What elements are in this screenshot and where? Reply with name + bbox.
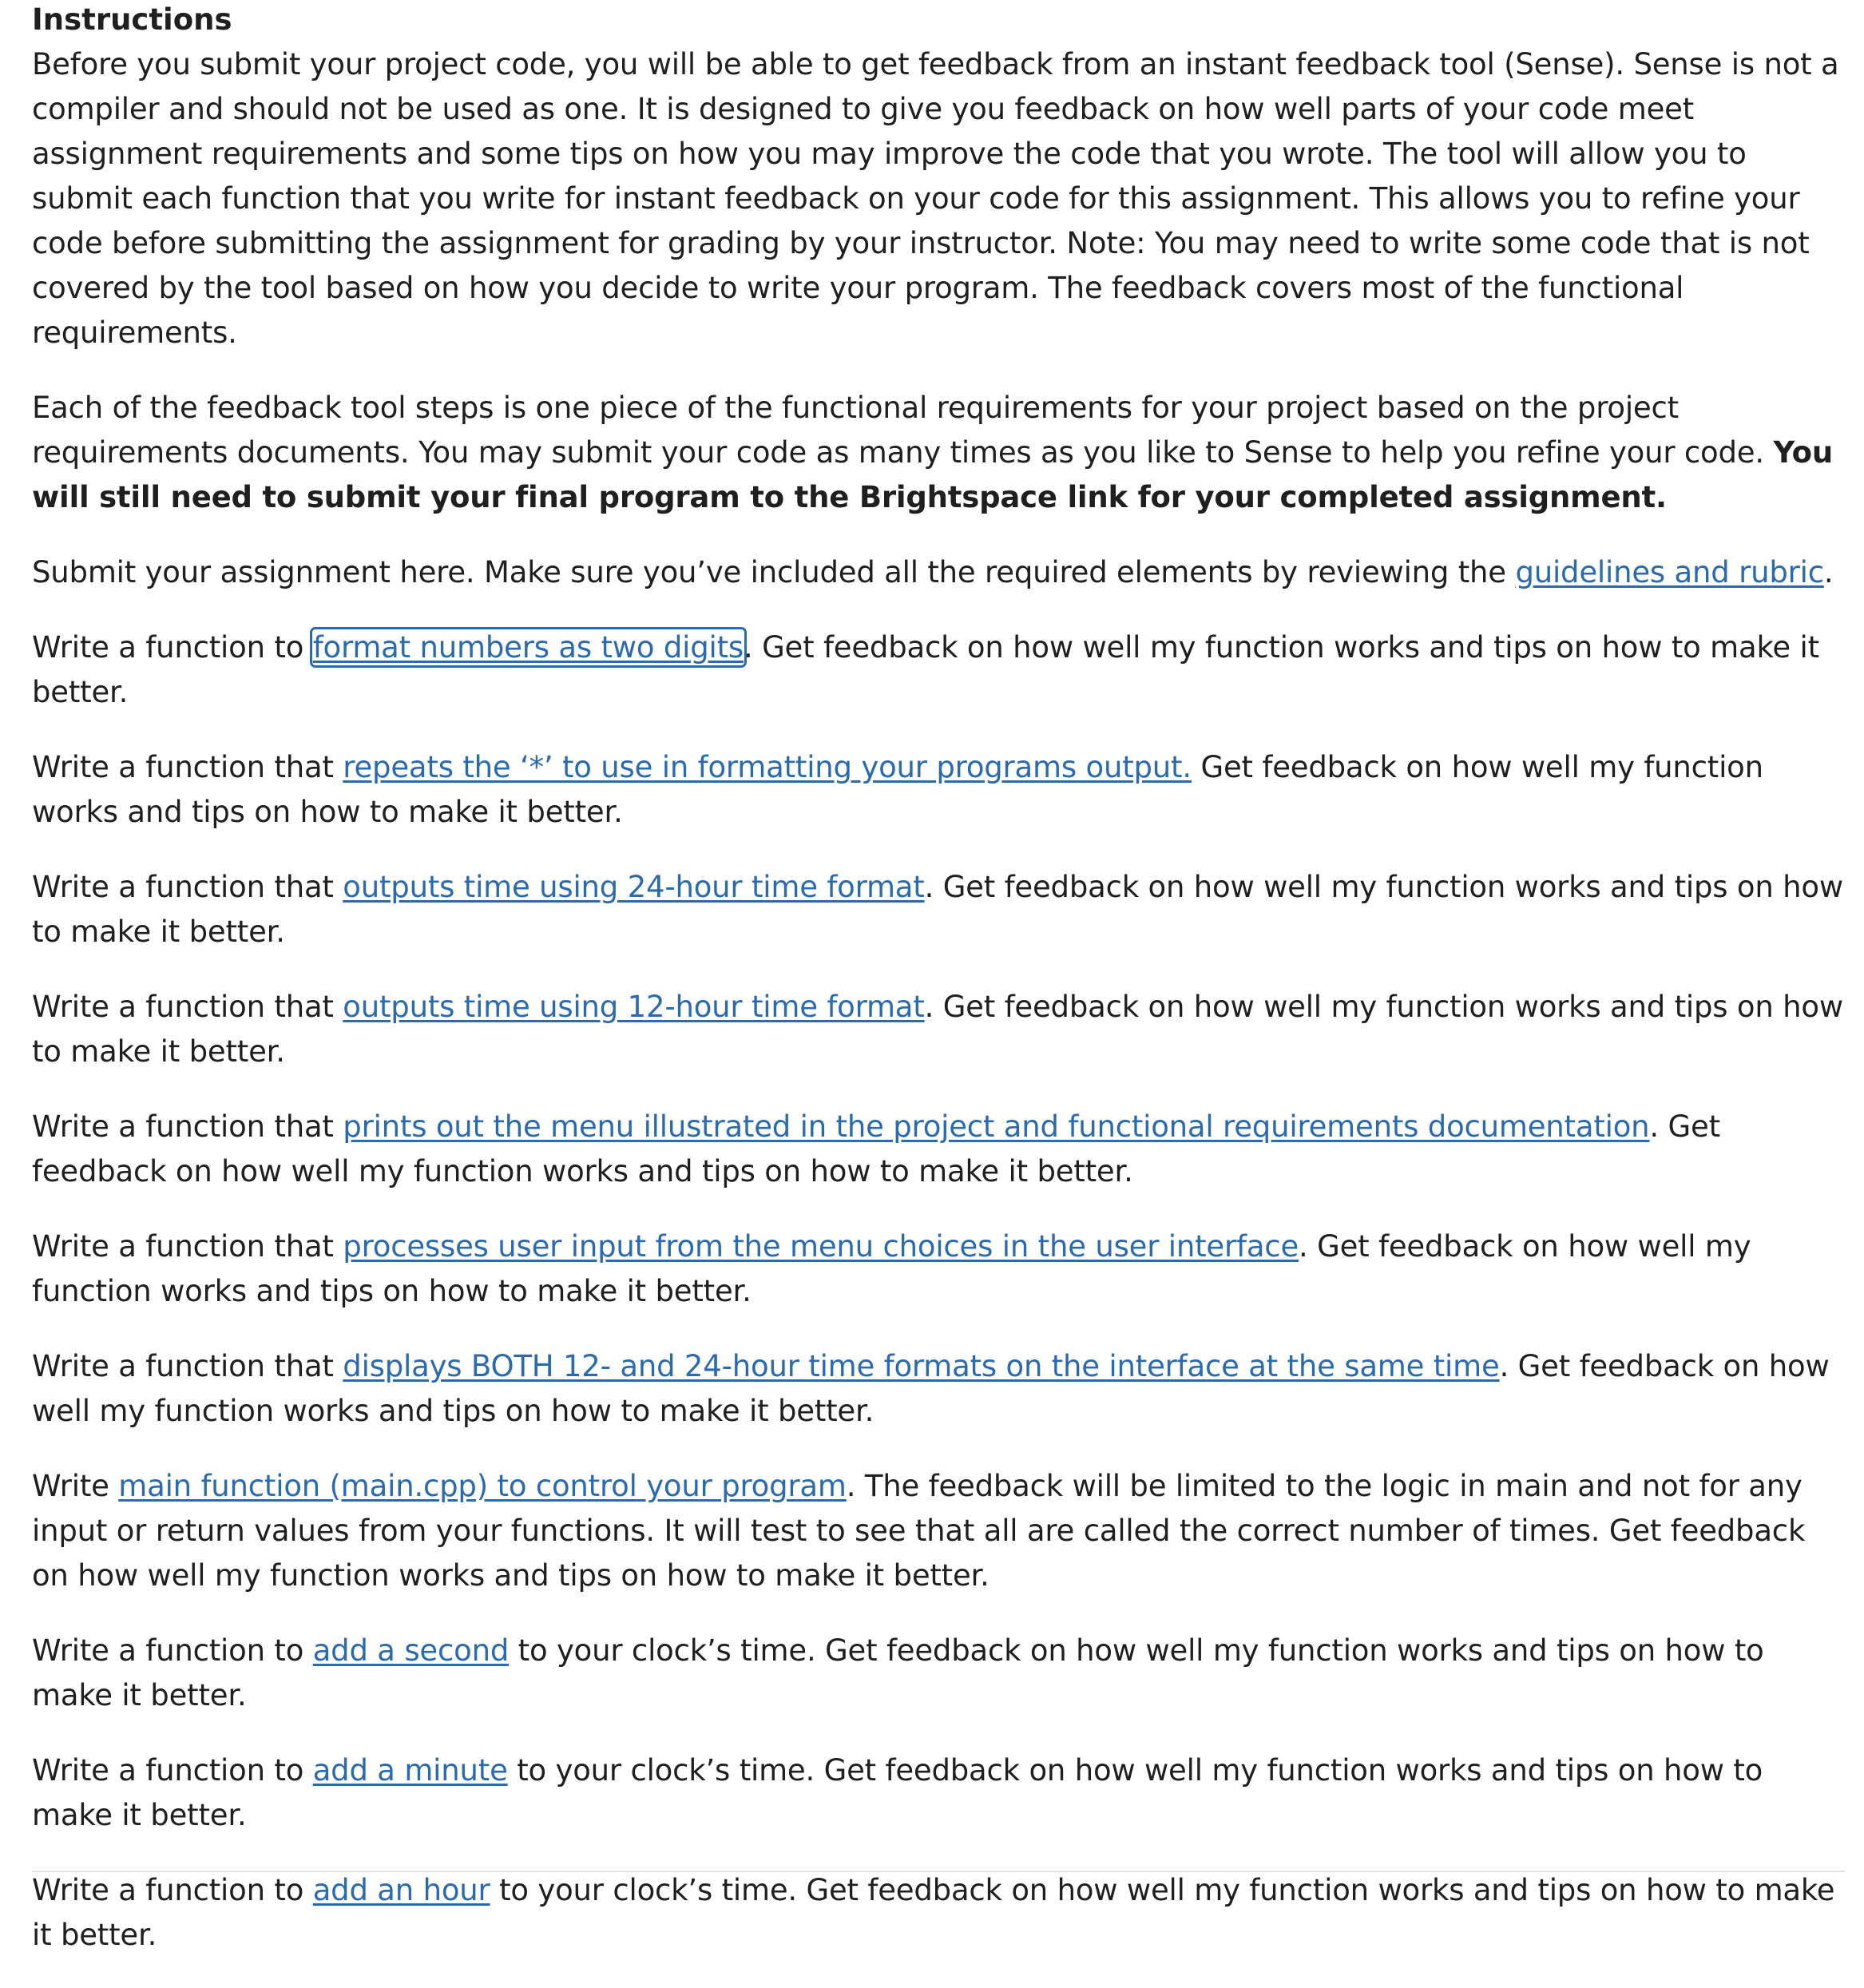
task-process-input [32, 1224, 1845, 1314]
task-add-second [32, 1629, 1845, 1718]
submit-paragraph [32, 550, 1845, 595]
task-text: Write [32, 1469, 119, 1503]
repeat-star-link[interactable]: repeats the ‘*’ to use in formatting your programs output. [343, 750, 1192, 784]
main-function-link[interactable]: main function (main.cpp) to control your program [118, 1469, 847, 1503]
task-text-end: . Get feedback on how well my function works and tips on how to make it better. [32, 1229, 1751, 1308]
task-text: Write a function that [32, 870, 343, 904]
task-text-end: . The feedback will be limited to the logic in main and not for any input or return values from your functions. It will test to see that all are called the correct number of times. Get feedback on how well my function works and tips on how to make it better. [32, 1469, 1806, 1593]
task-add-minute [32, 1748, 1845, 1838]
task-text: Write a function to [32, 1753, 313, 1788]
task-text-end: to your clock’s time. Get feedback on how well my function works and tips on how to make it better. [32, 1633, 1764, 1712]
task-text: Write a function that [32, 1349, 343, 1383]
instructions-content [32, 0, 1845, 1988]
submit-text: Submit your assignment here. Make sure you’ve included all the required elements by reviewing the [32, 555, 1516, 589]
process-input-link[interactable]: processes user input from the menu choices in the user interface [343, 1229, 1299, 1264]
task-print-menu [32, 1105, 1845, 1194]
task-text: Write a function that [32, 990, 343, 1024]
steps-paragraph [32, 386, 1845, 520]
task-text-end: to your clock’s time. Get feedback on how well my function works and tips on how to make it better. [32, 1873, 1835, 1952]
format-two-digits-link[interactable]: format numbers as two digits [312, 630, 744, 665]
bottom-divider [32, 1871, 1845, 1872]
task-repeat-star [32, 745, 1845, 835]
task-text-end: Get feedback on how well my function works and tips on how to make it better. [32, 750, 1763, 829]
time-12-hour-link[interactable]: outputs time using 12-hour time format [343, 990, 925, 1024]
print-menu-link[interactable]: prints out the menu illustrated in the project and functional requirements documentation [343, 1109, 1650, 1144]
time-24-hour-link[interactable]: outputs time using 24-hour time format [343, 870, 925, 904]
task-text: Write a function that [32, 750, 343, 784]
task-add-hour [32, 1868, 1845, 1958]
task-text: Write a function to [32, 1873, 313, 1907]
add-minute-link[interactable]: add a minute [312, 1753, 508, 1788]
task-text: Write a function to [32, 630, 313, 665]
task-text: Write a function that [32, 1229, 343, 1264]
task-display-both [32, 1344, 1845, 1434]
display-both-formats-link[interactable]: displays BOTH 12- and 24-hour time formats on the interface at the same time [343, 1349, 1500, 1383]
task-text-end: . Get feedback on how well my function works and tips on how to make it better. [32, 630, 1819, 709]
instructions-heading: Instructions [32, 2, 232, 37]
task-text: Write a function that [32, 1109, 343, 1144]
task-text-end: . Get feedback on how well my function works and tips on how to make it better. [32, 990, 1843, 1069]
task-main-function [32, 1464, 1845, 1598]
task-24-hour [32, 865, 1845, 954]
task-12-hour [32, 985, 1845, 1074]
intro-paragraph [32, 42, 1845, 355]
submit-text-end: . [1823, 555, 1834, 589]
task-format-two-digits [32, 625, 1845, 715]
intro-text: Before you submit your project code, you will be able to get feedback from an instant feedback tool (Sense). Sense is not a compiler and should not be used as one. It is designed to give you feedback on how well parts of your code meet assignment requirements and some tips on how you may improve the code that you wrote. The tool will allow you to submit each function that you write for instant feedback on your code for this assignment. This allows you to refine your code before submitting the assignment for grading by your instructor. Note: You may need to write some code that is not covered by the tool based on how you decide to write your program. The feedback covers most of the functional requirements. [32, 47, 1839, 350]
steps-text: Each of the feedback tool steps is one piece of the functional requirements for your project based on the project requirements documents. You may submit your code as many times as you like to Sense to help you refine your code. [32, 391, 1774, 470]
task-text-end: . Get feedback on how well my function works and tips on how to make it better. [32, 1349, 1830, 1428]
steps-bold-note: You will still need to submit your final program to the Brightspace link for your completed assignment. [32, 435, 1834, 514]
guidelines-rubric-link[interactable]: guidelines and rubric [1515, 555, 1824, 589]
task-text-end: . Get feedback on how well my function works and tips on how to make it better. [32, 870, 1843, 949]
add-hour-link[interactable]: add an hour [312, 1873, 490, 1907]
add-second-link[interactable]: add a second [312, 1633, 510, 1668]
task-text-end: to your clock’s time. Get feedback on how well my function works and tips on how to make it better. [32, 1753, 1763, 1832]
task-text: Write a function to [32, 1633, 313, 1668]
task-text-end: . Get feedback on how well my function works and tips on how to make it better. [32, 1109, 1720, 1188]
